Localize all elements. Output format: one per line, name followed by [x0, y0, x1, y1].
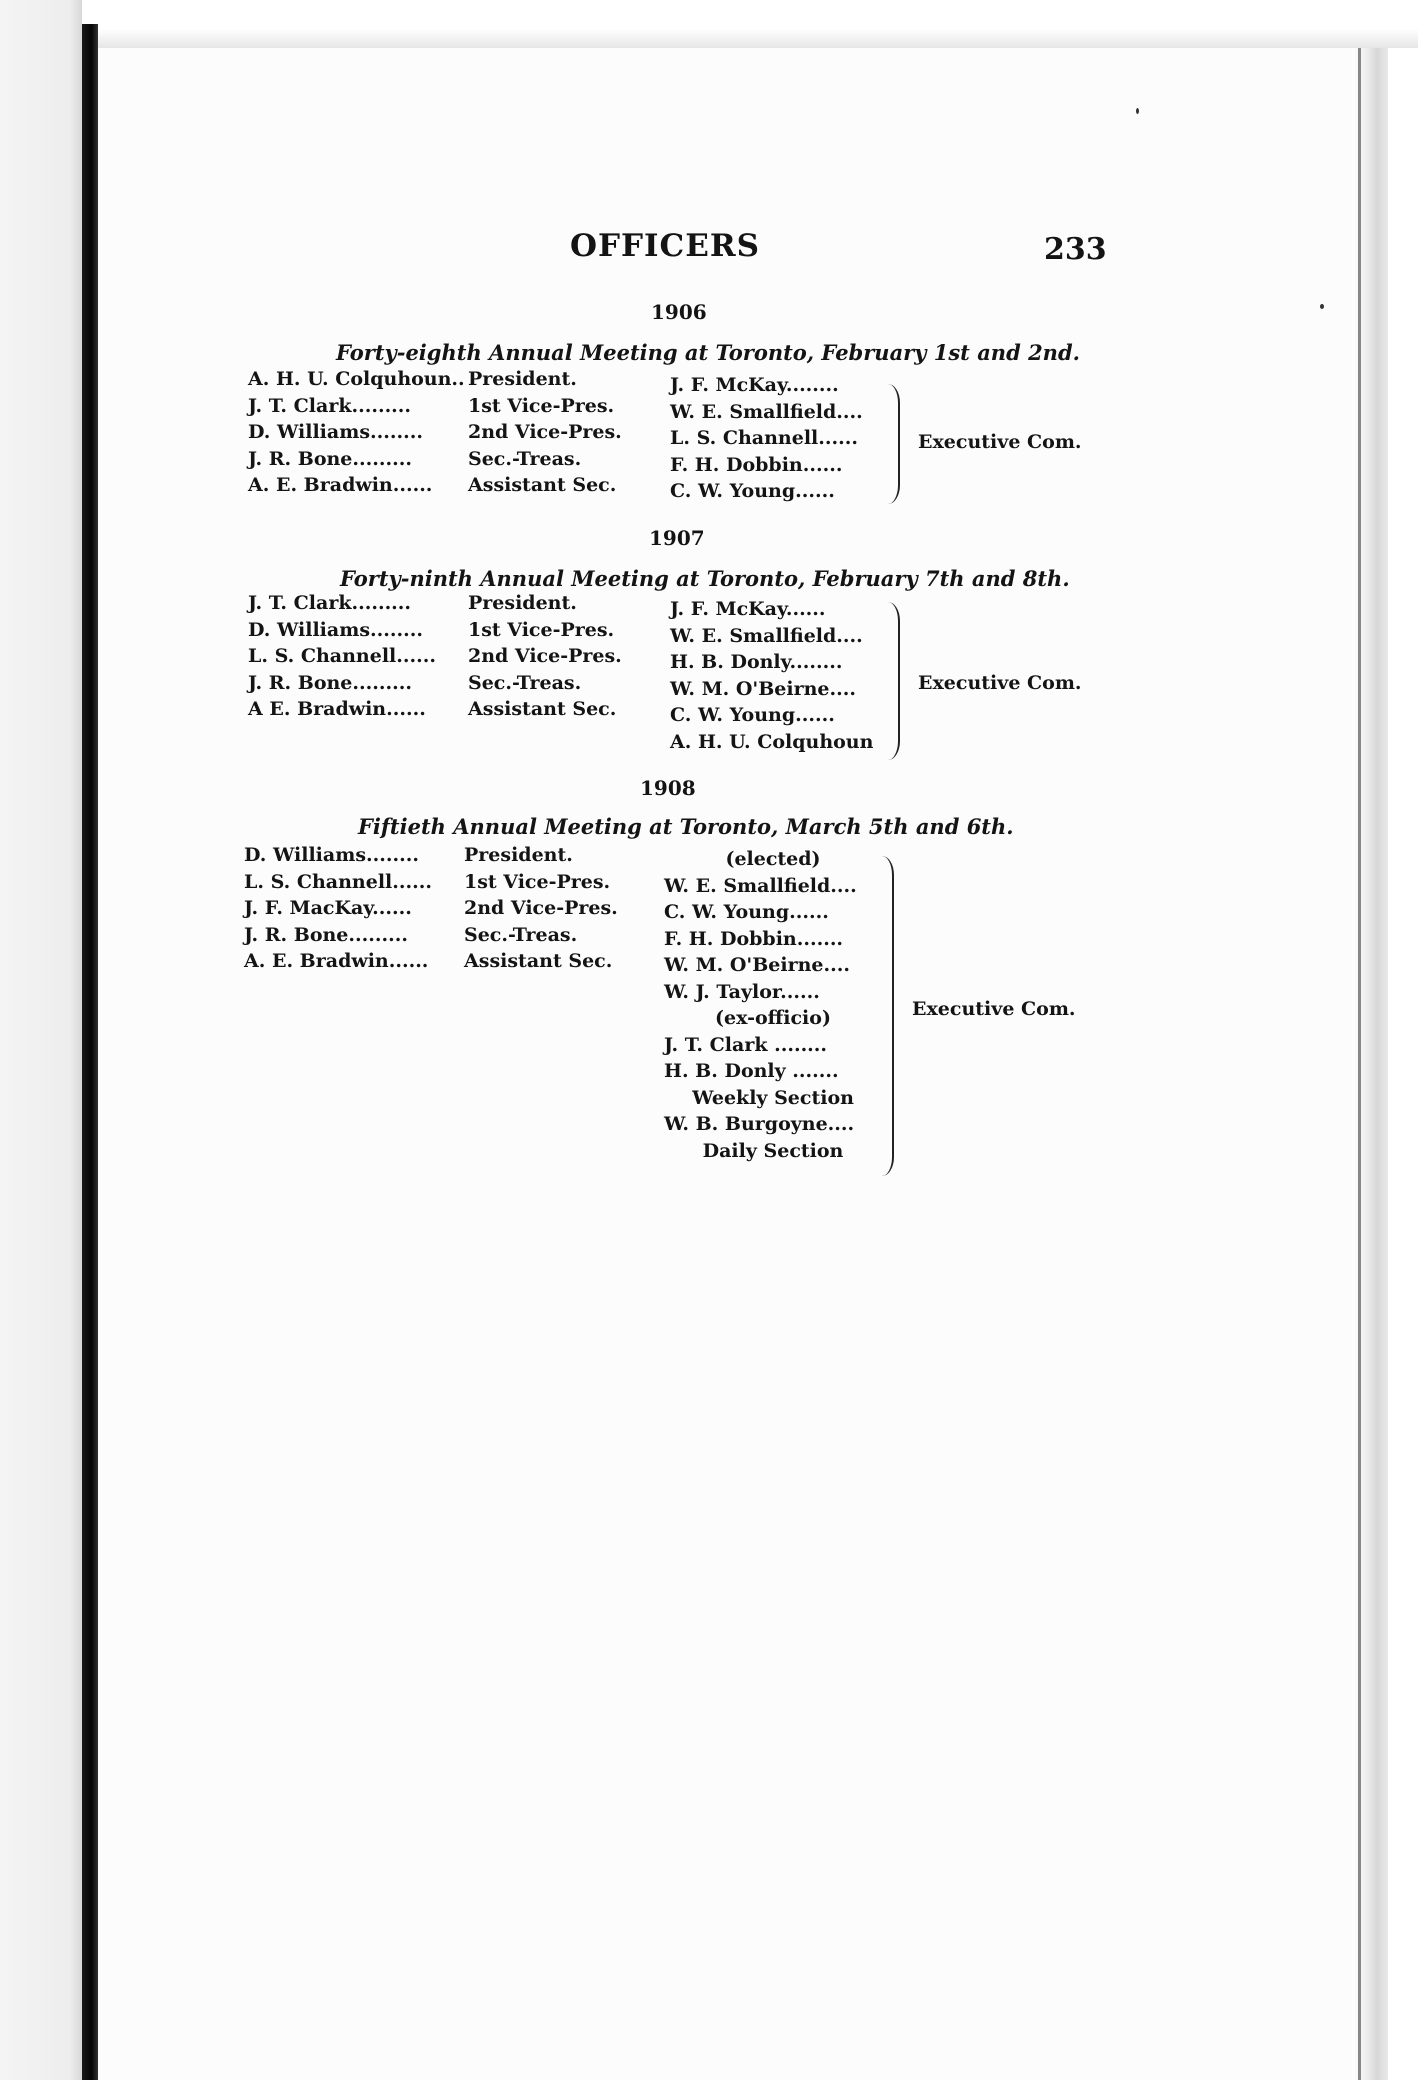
officer-row: [248, 446, 622, 473]
officers-list-1906: [248, 366, 622, 499]
officer-role: Assistant Sec.: [464, 950, 613, 972]
officer-row: [248, 643, 622, 670]
officer-row: [244, 869, 618, 896]
committee-member: W. B. Burgoyne....: [664, 1113, 855, 1135]
officer-row: [248, 696, 622, 723]
officer-role: 2nd Vice-Pres.: [464, 897, 618, 919]
committee-member: C. W. Young......: [664, 901, 829, 923]
officers-list-1908: [244, 842, 618, 975]
officer-row: [244, 842, 618, 869]
committee-subheading-elected: (elected): [725, 848, 821, 870]
brace-1906: [888, 384, 900, 504]
committee-member: J. T. Clark ........: [664, 1033, 828, 1056]
officer-name: L. S. Channell......: [248, 645, 436, 667]
brace-1908: [882, 856, 894, 1176]
committee-member: W. E. Smallfield....: [670, 400, 863, 423]
officer-role: 1st Vice-Pres.: [468, 394, 615, 417]
officer-row: [248, 419, 622, 446]
committee-member: W. E. Smallfield....: [670, 624, 863, 647]
meeting-heading-1908: Fiftieth Annual Meeting at Toronto, March 5th and 6th.: [358, 814, 1014, 839]
officer-row: [248, 670, 622, 697]
officer-row: [248, 472, 622, 499]
page-number: 233: [1044, 232, 1107, 267]
officer-row: [244, 948, 618, 975]
section-year-1906: 1906: [651, 300, 707, 324]
officer-name: L. S. Channell......: [244, 870, 432, 893]
officer-name: D. Williams........: [248, 421, 423, 443]
officer-row: [248, 393, 622, 420]
committee-member: W. J. Taylor......: [664, 980, 820, 1003]
officer-name: A. E. Bradwin......: [244, 950, 429, 972]
committee-member: J. F. McKay........: [670, 374, 839, 396]
officer-name: A. E. Bradwin......: [248, 474, 433, 496]
committee-member: H. B. Donly........: [670, 651, 843, 673]
officer-name: A. H. U. Colquhoun..: [248, 368, 465, 390]
committee-member: A. H. U. Colquhoun: [670, 730, 874, 753]
officer-name: J. R. Bone.........: [248, 447, 412, 470]
executive-committee-label-1908: Executive Com.: [912, 998, 1076, 1020]
officers-list-1907: [248, 590, 622, 723]
section-year-1907: 1907: [649, 526, 705, 550]
committee-list-1906: [670, 372, 863, 505]
committee-member: W. M. O'Beirne....: [664, 954, 850, 976]
officer-row: [248, 617, 622, 644]
committee-member: L. S. Channell......: [670, 427, 858, 449]
officer-role: 1st Vice-Pres.: [464, 870, 611, 893]
meeting-heading-1906: Forty-eighth Annual Meeting at Toronto, February 1st and 2nd.: [336, 340, 1080, 365]
committee-list-1908: [664, 846, 882, 1164]
officer-row: [244, 922, 618, 949]
officer-role: Sec.-Treas.: [468, 447, 582, 470]
officer-name: J. T. Clark.........: [248, 394, 412, 417]
officer-role: 1st Vice-Pres.: [468, 618, 615, 641]
committee-member-note: Weekly Section: [692, 1086, 854, 1109]
committee-member: C. W. Young......: [670, 704, 835, 726]
officer-row: [248, 590, 622, 617]
officer-role: 2nd Vice-Pres.: [468, 645, 622, 667]
brace-1907: [888, 602, 900, 760]
executive-committee-label-1906: Executive Com.: [918, 431, 1082, 453]
officer-role: President.: [468, 368, 577, 390]
committee-member-note: Daily Section: [702, 1139, 844, 1162]
committee-member: F. H. Dobbin.......: [664, 927, 844, 950]
officer-name: A E. Bradwin......: [248, 698, 426, 720]
officer-role: President.: [468, 592, 577, 614]
officer-role: 2nd Vice-Pres.: [468, 421, 622, 443]
committee-member: C. W. Young......: [670, 480, 835, 502]
committee-list-1907: [670, 596, 873, 755]
meeting-heading-1907: Forty-ninth Annual Meeting at Toronto, February 7th and 8th.: [340, 566, 1070, 591]
officer-row: [244, 895, 618, 922]
officer-role: Assistant Sec.: [468, 474, 617, 496]
officer-role: Assistant Sec.: [468, 698, 617, 720]
section-year-1908: 1908: [640, 776, 696, 800]
officer-name: J. R. Bone.........: [244, 923, 408, 946]
committee-member: F. H. Dobbin......: [670, 453, 843, 476]
committee-member: W. E. Smallfield....: [664, 874, 857, 897]
committee-subheading-ex-officio: (ex-officio): [715, 1007, 831, 1029]
officer-role: President.: [464, 844, 573, 866]
committee-member: H. B. Donly .......: [664, 1060, 839, 1082]
officer-name: D. Williams........: [248, 618, 423, 641]
executive-committee-label-1907: Executive Com.: [918, 672, 1082, 694]
officer-name: J. R. Bone.........: [248, 671, 412, 694]
page-title: OFFICERS: [570, 228, 760, 264]
officer-name: D. Williams........: [244, 844, 419, 866]
committee-member: J. F. McKay......: [670, 598, 826, 620]
officer-row: [248, 366, 622, 393]
officer-role: Sec.-Treas.: [468, 671, 582, 694]
officer-name: J. T. Clark.........: [248, 592, 412, 614]
committee-member: W. M. O'Beirne....: [670, 677, 856, 700]
officer-role: Sec.-Treas.: [464, 923, 578, 946]
officer-name: J. F. MacKay......: [244, 897, 412, 919]
